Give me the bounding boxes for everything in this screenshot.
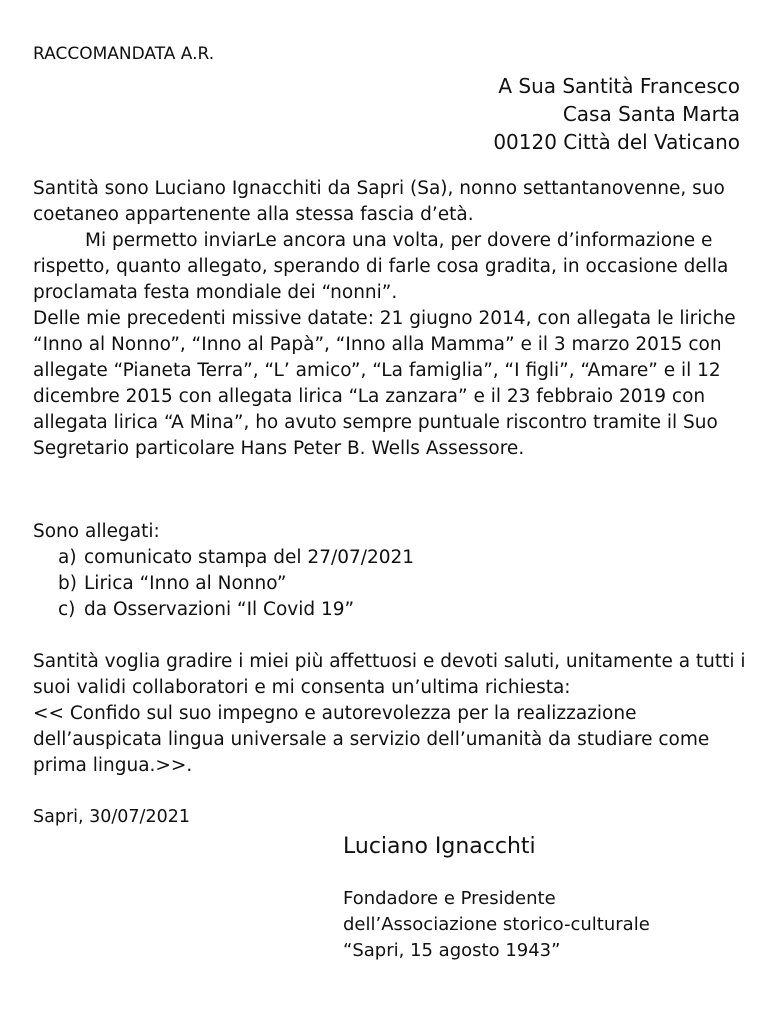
attachment-text: da Osservazioni “Il Covid 19” xyxy=(84,599,355,620)
place-date: Sapri, 30/07/2021 xyxy=(33,807,190,827)
attachment-letter: a) xyxy=(58,547,77,568)
recipient-address xyxy=(493,72,740,156)
signer-role-line-1: Fondadore e Presidente xyxy=(343,888,556,909)
body-paragraph-history: Delle mie precedenti missive datate: 21 giugno 2014, con allegata le liriche “Inno al Nonno”, “Inno al Papà”, “Inno alla Mamma” e il 3 marzo 2015 con allegate “Pianeta Terra”, “L’ amico”, “La famiglia”, “I figli”, “Amare” e il 12 dicembre 2015 con allegata lirica “La zanzara” e il 23 febbraio 2019 con allegata lirica “A Mina”, ho avuto sempre puntuale riscontro tramite il Suo Segretario particolare Hans Peter B. Wells Assessore. xyxy=(33,308,736,459)
recipient-line-3: 00120 Città del Vaticano xyxy=(493,130,740,154)
letter-body xyxy=(33,176,748,462)
signer-name: Luciano Ignacchti xyxy=(343,834,536,859)
signer-role xyxy=(343,886,650,964)
recipient-line-2: Casa Santa Marta xyxy=(562,102,740,126)
signer-role-line-2: dell’Associazione storico-culturale xyxy=(343,914,650,935)
closing-block xyxy=(33,649,748,779)
attachment-letter: c) xyxy=(58,599,76,620)
closing-request: << Confido sul suo impegno e autorevolezza per la realizzazione dell’auspicata lingua universale a servizio dell’umanità da studiare come prima lingua.>>. xyxy=(33,703,710,776)
attachment-letter: b) xyxy=(58,573,77,594)
registered-mail-label: RACCOMANDATA A.R. xyxy=(33,44,215,64)
attachments-title: Sono allegati: xyxy=(33,521,160,542)
body-paragraph-intro: Santità sono Luciano Ignacchiti da Sapri (Sa), nonno settantanovenne, suo coetaneo appartenente alla stessa fascia d’età. xyxy=(33,178,725,225)
signer-role-line-3: “Sapri, 15 agosto 1943” xyxy=(343,940,561,961)
attachment-text: comunicato stampa del 27/07/2021 xyxy=(84,547,415,568)
attachment-text: Lirica “Inno al Nonno” xyxy=(84,573,287,594)
attachment-item xyxy=(58,571,414,597)
recipient-line-1: A Sua Santità Francesco xyxy=(498,74,740,98)
body-paragraph-purpose: Mi permetto inviarLe ancora una volta, per dovere d’informazione e rispetto, quanto allegato, sperando di farle cosa gradita, in occasione della proclamata festa mondiale dei “nonni”. xyxy=(33,230,729,303)
attachment-item xyxy=(58,597,414,623)
attachments-list xyxy=(58,545,414,623)
attachment-item xyxy=(58,545,414,571)
closing-greeting: Santità voglia gradire i miei più affettuosi e devoti saluti, unitamente a tutti i suoi validi collaboratori e mi consenta un’ultima richiesta: xyxy=(33,651,746,698)
